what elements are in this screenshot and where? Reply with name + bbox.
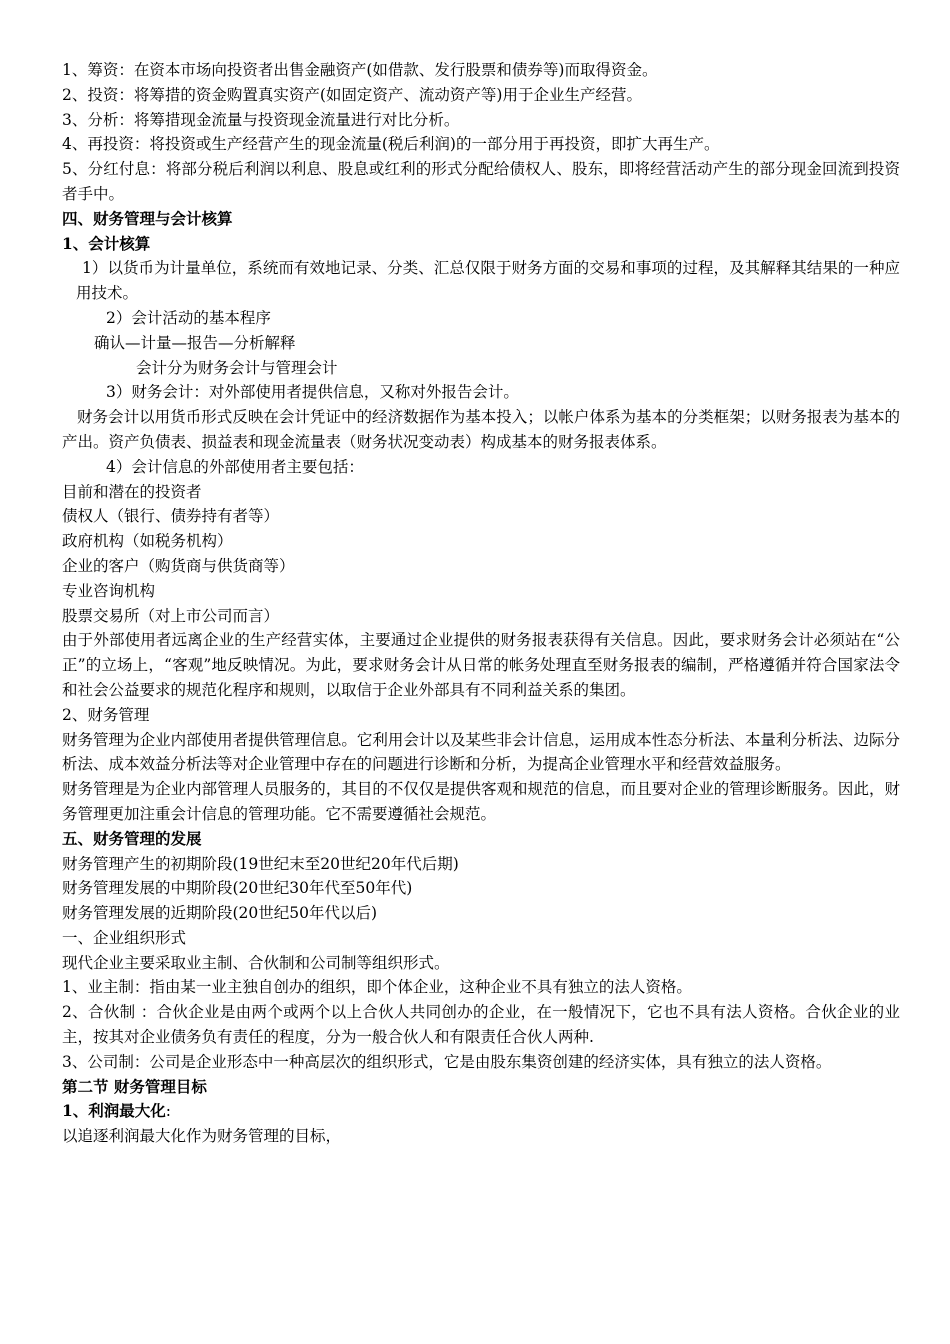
heading-section-2: 第二节 财务管理目标 [62,1076,207,1096]
profit-max-colon: : [165,1102,172,1121]
paragraph-investing: 2、投资：将筹措的资金购置真实资产(如固定资产、流动资产等)用于企业生产经营。 [62,85,642,104]
paragraph-procedure-steps: 确认—计量—报告—分析解释 [94,333,296,352]
heading-section-4: 四、财务管理与会计核算 [62,208,233,228]
heading-accounting: 1、会计核算 [62,233,151,253]
paragraph-financial-accounting: 3）财务会计：对外部使用者提供信息，又称对外报告会计。 [106,383,519,402]
financial-accounting-desc-text: 财务会计以用货币形式反映在会计凭证中的经济数据作为基本投入；以帐户体系为基本的分类框架；以财务报表为基本的产出。资产负债表、损益表和现金流量表（财务状况变动表）构成基本的财务报表体系。 [62,408,900,451]
paragraph-dev-middle: 财务管理发展的中期阶段(20世纪30年代至50年代) [62,879,413,898]
profit-max-label: 1、利润最大化 [62,1101,166,1121]
paragraph-accounting-procedure: 2）会计活动的基本程序 [106,308,271,327]
paragraph-accounting-definition [62,256,900,306]
paragraph-sole-proprietorship: 1、业主制：指由某一业主独自创办的组织，即个体企业，这种企业不具有独立的法人资格。 [62,978,692,997]
paragraph-financial-accounting-desc [62,405,900,455]
list-item-user: 股票交易所（对上市公司而言） [62,606,280,625]
heading-financial-management: 2、财务管理 [62,705,150,724]
paragraph-partnership: 2、合伙制 ：合伙企业是由两个或两个以上合伙人共同创办的企业，在一般情况下，它也不具有法人资格。合伙企业的业主，按其对企业债务负有责任的程度，分为一般合伙人和有限责任合伙人两种. [62,1003,900,1047]
list-item-user: 政府机构（如税务机构） [62,532,233,551]
list-item-user: 目前和潜在的投资者 [62,482,202,501]
paragraph-fm-purpose: 财务管理是为企业内部管理人员服务的，其目的不仅仅是提供客观和规范的信息，而且要对企业的管理诊断服务。因此，财务管理更加注重会计信息的管理功能。它不需要遵循社会规范。 [62,780,900,823]
heading-section-5: 五、财务管理的发展 [62,828,202,848]
paragraph-corporation: 3、公司制：公司是企业形态中一种高层次的组织形式，它是由股东集资创建的经济实体，具有独立的法人资格。 [62,1052,832,1071]
paragraph-reinvest: 4、再投资：将投资或生产经营产生的现金流量(税后利润)的一部分用于再投资，即扩大再生产。 [62,135,720,154]
paragraph-dev-recent: 财务管理发展的近期阶段(20世纪50年代以后) [62,904,378,923]
paragraph-financing: 1、筹资：在资本市场向投资者出售金融资产(如借款、发行股票和债券等)而取得资金。 [62,61,658,79]
paragraph-profit-max: 以追逐利润最大化作为财务管理的目标， [62,1127,342,1146]
paragraph-accounting-types: 会计分为财务会计与管理会计 [136,358,338,377]
paragraph-external-summary: 由于外部使用者远离企业的生产经营实体，主要通过企业提供的财务报表获得有关信息。因此，要求财务会计必须站在“公正”的立场上，“客观”地反映情况。为此，要求财务会计从日常的帐务处理直至财务报表的编制，严格遵循并符合国家法令和社会公益要求的规范化程序和规则，以取信于企业外部具有不同利益关系的集团。 [62,631,900,699]
paragraph-external-users: 4）会计信息的外部使用者主要包括： [106,457,364,476]
list-item-user: 债权人（银行、债券持有者等） [62,507,280,526]
list-item-user: 专业咨询机构 [62,581,156,600]
paragraph-fm-info: 财务管理为企业内部使用者提供管理信息。它利用会计以及某些非会计信息，运用成本性态分析法、本量利分析法、边际分析法、成本效益分析法等对企业管理中存在的问题进行诊断和分析，为提高企业管理水平和经营效益服务。 [62,730,900,774]
paragraph-dividend: 5、分红付息：将部分税后利润以利息、股息或红利的形式分配给债权人、股东，即将经营活动产生的部分现金回流到投资者手中。 [62,160,900,203]
heading-org-forms: 一、企业组织形式 [62,928,187,947]
paragraph-org-intro: 现代企业主要采取业主制、合伙制和公司制等组织形式。 [62,953,450,972]
accounting-definition-text: 1）以货币为计量单位，系统而有效地记录、分类、汇总仅限于财务方面的交易和事项的过程，及其解释其结果的一种应用技术。 [76,259,900,303]
paragraph-analysis: 3、分析：将筹措现金流量与投资现金流量进行对比分析。 [62,110,460,129]
heading-profit-max [62,1099,900,1124]
list-item-user: 企业的客户（购货商与供货商等） [62,556,295,575]
paragraph-dev-early: 财务管理产生的初期阶段(19世纪末至20世纪20年代后期) [62,854,459,873]
